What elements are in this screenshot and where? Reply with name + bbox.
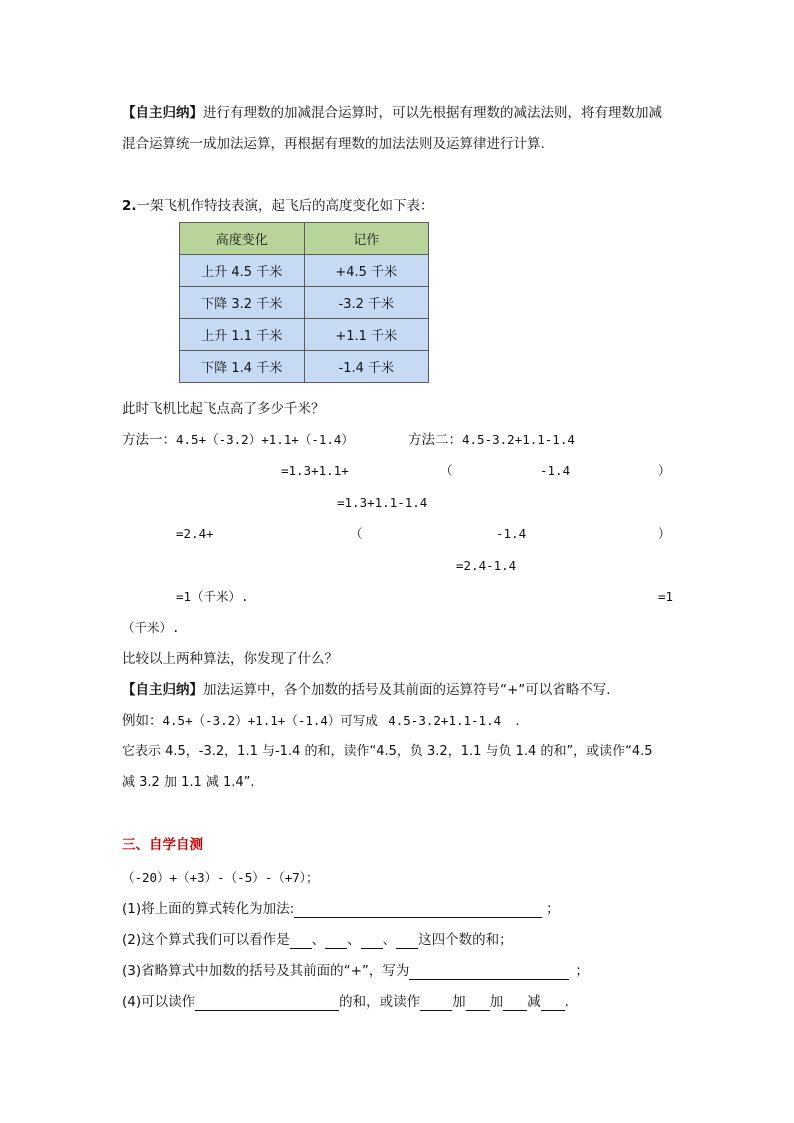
answer-blank[interactable] <box>361 934 383 949</box>
summary-line-4: 减 3.2 加 1.1 减 1.4”. <box>122 775 255 790</box>
answer-blank[interactable] <box>541 996 565 1011</box>
example-line <box>122 712 520 730</box>
question-4-text: (4)可以读作 <box>122 994 196 1010</box>
table-cell: 上升 1.1 千米 <box>180 319 305 351</box>
word-jia: 加 <box>489 994 504 1010</box>
step-a-open-paren: （ <box>440 463 453 478</box>
question-1-end: ； <box>546 901 560 917</box>
summary-label: 【自主归纳】 <box>122 682 203 698</box>
table-cell: -1.4 千米 <box>304 351 429 383</box>
word-jian: 减 <box>527 994 541 1010</box>
table-cell: 上升 4.5 千米 <box>180 255 305 287</box>
step-c-open-paren: （ <box>350 526 363 541</box>
example-label: 例如： <box>122 713 163 729</box>
table-header-row <box>180 223 429 255</box>
method-2-expression: 4.5-3.2+1.1-1.4 <box>462 432 575 447</box>
answer-blank[interactable] <box>409 965 569 980</box>
example-result: 4.5-3.2+1.1-1.4 <box>388 713 502 728</box>
table-header-cell: 记作 <box>304 223 429 255</box>
table-row <box>180 319 429 351</box>
answer-blank[interactable] <box>294 903 542 918</box>
section-expression: （-20）+（+3）-（-5）-（+7）； <box>122 870 319 885</box>
example-expression: 4.5+（-3.2）+1.1+（-1.4）可写成 <box>162 713 378 728</box>
question-4 <box>122 993 569 1011</box>
question-3-text: (3)省略算式中加数的括号及其前面的“+”，写为 <box>122 963 410 979</box>
example-end: . <box>515 713 520 729</box>
method-2 <box>408 431 575 449</box>
table-cell: 下降 3.2 千米 <box>180 287 305 319</box>
answer-blank[interactable] <box>195 996 339 1011</box>
separator: 、 <box>311 932 326 948</box>
step-d: =2.4-1.4 <box>456 558 517 573</box>
question-2-text: (2)这个算式我们可以看作是 <box>122 932 290 948</box>
answer-blank[interactable] <box>503 996 527 1011</box>
word-jia: 加 <box>452 994 466 1010</box>
table-header-cell: 高度变化 <box>180 223 305 255</box>
answer-blank[interactable] <box>466 996 490 1011</box>
problem-intro-text: 一架飞机作特技表演，起飞后的高度变化如下表： <box>136 198 434 214</box>
table-cell: +4.5 千米 <box>304 255 429 287</box>
table-cell: 下降 1.4 千米 <box>180 351 305 383</box>
question-2 <box>122 931 513 949</box>
step-f: =1 <box>658 589 674 604</box>
method-2-label: 方法二： <box>408 432 462 448</box>
question-2-end: 这四个数的和； <box>418 932 513 948</box>
step-a-close-paren: ） <box>658 463 671 478</box>
step-a-value: -1.4 <box>540 463 571 478</box>
problem-number: 2. <box>122 198 137 214</box>
question-1-text: (1)将上面的算式转化为加法: <box>122 901 295 917</box>
table-cell: -3.2 千米 <box>304 287 429 319</box>
method-1-label: 方法一： <box>122 432 176 448</box>
compare-question: 比较以上两种算法，你发现了什么？ <box>122 651 338 667</box>
table-row <box>180 351 429 383</box>
answer-blank[interactable] <box>325 934 347 949</box>
summary-paragraph-1 <box>122 104 662 122</box>
question-4-text-2: 的和，或读作 <box>339 994 421 1010</box>
summary-label: 【自主归纳】 <box>122 105 203 121</box>
step-a: =1.3+1.1+ <box>281 463 349 478</box>
altitude-table <box>179 222 429 383</box>
question-1 <box>122 900 560 918</box>
summary-line-2: 混合运算统一成加法运算，再根据有理数的加法法则及运算律进行计算. <box>122 136 545 152</box>
step-c-close-paren: ） <box>658 526 671 541</box>
step-e: =1（千米）. <box>176 589 249 604</box>
section-heading: 三、自学自测 <box>122 837 203 853</box>
summary-paragraph-2 <box>122 681 611 699</box>
step-c: =2.4+ <box>176 526 214 541</box>
step-c-value: -1.4 <box>496 526 527 541</box>
question-3 <box>122 962 589 980</box>
table-row <box>180 255 429 287</box>
table-cell: +1.1 千米 <box>304 319 429 351</box>
step-g: （千米）. <box>122 620 180 635</box>
answer-blank[interactable] <box>290 934 312 949</box>
summary-line-1: 进行有理数的加减混合运算时，可以先根据有理数的减法法则，将有理数加减 <box>203 105 662 121</box>
separator: 、 <box>347 932 361 948</box>
step-b: =1.3+1.1-1.4 <box>337 495 428 510</box>
method-1-expression: 4.5+（-3.2）+1.1+（-1.4） <box>176 432 354 447</box>
answer-blank[interactable] <box>396 934 418 949</box>
method-1 <box>122 431 354 449</box>
table-row <box>180 287 429 319</box>
separator: 、 <box>382 932 397 948</box>
summary-text: 加法运算中，各个加数的括号及其前面的运算符号“+”可以省略不写. <box>203 682 611 698</box>
problem-question: 此时飞机比起飞点高了多少千米？ <box>122 401 325 417</box>
answer-blank[interactable] <box>420 996 452 1011</box>
question-4-end: . <box>564 994 569 1010</box>
question-3-end: ； <box>575 963 589 979</box>
problem-2-intro <box>122 197 434 215</box>
summary-line-3: 它表示 4.5，-3.2，1.1 与-1.4 的和，读作“4.5，负 3.2，1.1 与负 1.4 的和”，或读作“4.5 <box>122 744 653 759</box>
